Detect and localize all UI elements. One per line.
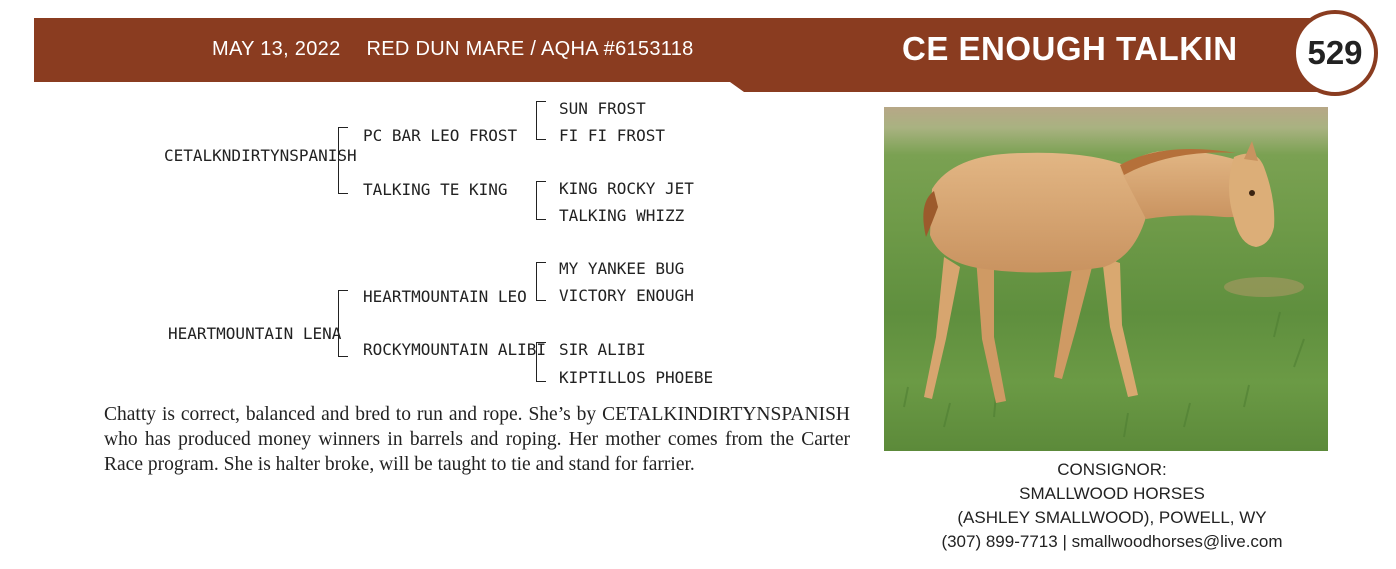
pedigree-dam-dam: ROCKYMOUNTAIN ALIBI xyxy=(363,340,547,359)
pedigree-ss-sire: SUN FROST xyxy=(559,99,646,118)
horse-description: RED DUN MARE / AQHA #6153118 xyxy=(366,38,694,60)
consignor-label: CONSIGNOR: xyxy=(1057,460,1167,479)
pedigree-bracket xyxy=(338,127,348,194)
pedigree-dam-sire: HEARTMOUNTAIN LEO xyxy=(363,287,527,306)
header-banner-tab xyxy=(730,82,1330,92)
foal-illustration xyxy=(884,107,1328,451)
contact-separator: | xyxy=(1062,532,1067,551)
pedigree-bracket xyxy=(536,342,546,382)
pedigree-ss-dam: FI FI FROST xyxy=(559,126,665,145)
consignor-phone: (307) 899-7713 xyxy=(941,532,1058,551)
consignor-email[interactable]: smallwoodhorses@live.com xyxy=(1071,532,1283,551)
horse-name: CE ENOUGH TALKIN xyxy=(902,30,1238,67)
horse-description-text: Chatty is correct, balanced and bred to run and rope. She’s by CETALKINDIRTYNSPANISH who has produced money winners in barrels and roping. Her mother comes from the Carter Race program. She is halter broke, will be taught to tie and stand for farrier. xyxy=(104,404,850,475)
consignor-contact-line xyxy=(884,530,1340,554)
pedigree-bracket xyxy=(536,101,546,140)
pedigree-bracket xyxy=(536,181,546,220)
pedigree-sire-sire: PC BAR LEO FROST xyxy=(363,126,518,145)
lot-number: 529 xyxy=(1307,34,1363,71)
pedigree-sire-dam: TALKING TE KING xyxy=(363,180,508,199)
pedigree-ds-sire: MY YANKEE BUG xyxy=(559,259,685,278)
sale-info xyxy=(212,38,694,68)
pedigree-dd-sire: SIR ALIBI xyxy=(559,340,646,359)
consignor-contact-location: (ASHLEY SMALLWOOD), POWELL, WY xyxy=(957,508,1267,527)
consignor-name: SMALLWOOD HORSES xyxy=(1019,484,1205,503)
pedigree-dd-dam: KIPTILLOS PHOEBE xyxy=(559,368,714,387)
pedigree-dam: HEARTMOUNTAIN LENA xyxy=(168,324,342,343)
pedigree-sd-dam: TALKING WHIZZ xyxy=(559,206,685,225)
pedigree-sd-sire: KING ROCKY JET xyxy=(559,179,694,198)
pedigree-sire: CETALKNDIRTYNSPANISH xyxy=(164,146,357,165)
pedigree-ds-dam: VICTORY ENOUGH xyxy=(559,286,694,305)
horse-photo xyxy=(884,107,1328,451)
pedigree-bracket xyxy=(338,290,348,357)
pedigree-bracket xyxy=(536,262,546,301)
sale-date: MAY 13, 2022 xyxy=(212,38,341,60)
lot-badge xyxy=(1292,10,1378,96)
consignor-block xyxy=(884,458,1340,554)
